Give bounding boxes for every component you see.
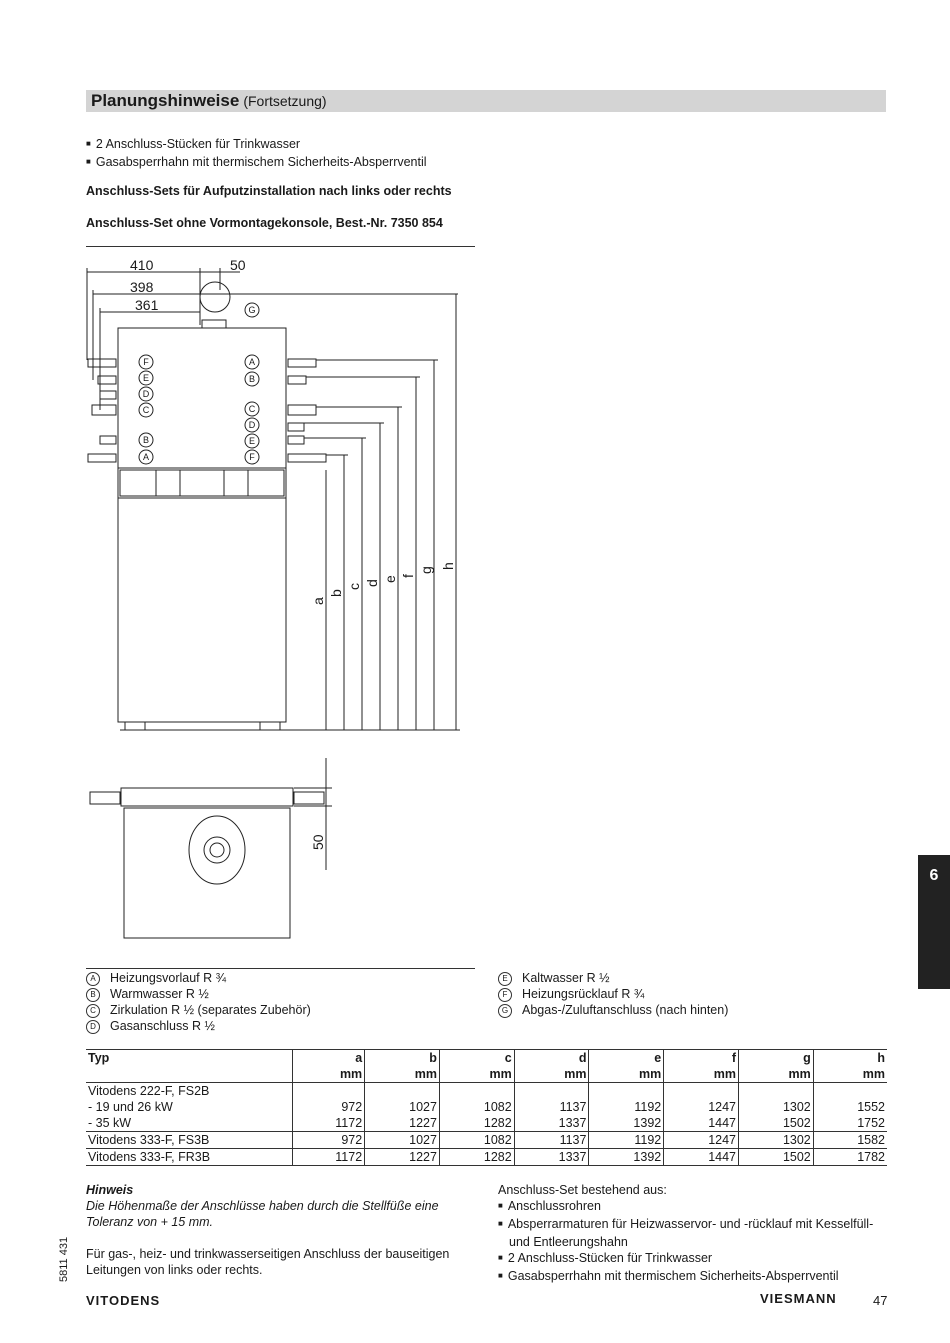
legend-divider-right (497, 968, 887, 969)
table-header: c (439, 1050, 514, 1067)
hinweis-title: Hinweis (86, 1183, 134, 1197)
table-header-row (86, 1050, 887, 1067)
dimensions-table (86, 1049, 887, 1166)
table-header: g (739, 1050, 814, 1067)
title-subtitle: (Fortsetzung) (243, 93, 327, 109)
table-header: e (589, 1050, 664, 1067)
left-connector-label: D (142, 389, 150, 399)
document-number: 5811 431 (58, 1236, 70, 1282)
legend-item-g: G Abgas-/Zuluftanschluss (nach hinten) (498, 1002, 728, 1018)
height-label-a: a (310, 597, 326, 605)
left-connector-label: F (143, 357, 149, 367)
set-contents-list (498, 1198, 888, 1286)
chapter-tab[interactable]: 6 (918, 855, 950, 989)
legend-right (498, 970, 728, 1018)
legend-item-a: A Heizungsvorlauf R ¾ (86, 970, 311, 986)
dim-label-410: 410 (130, 257, 154, 273)
table-header: d (514, 1050, 589, 1067)
section-heading: Anschluss-Sets für Aufputzinstallation nach links oder rechts (86, 184, 452, 198)
table-row: Vitodens 222-F, FS2B (86, 1083, 887, 1100)
list-item: ■ Gasabsperrhahn mit thermischem Sicherheits-Absperrventil (86, 154, 427, 172)
flue-pipe (200, 282, 230, 312)
list-item: ■ Anschlussrohren (509, 1198, 888, 1216)
right-connector-label: C (248, 404, 256, 414)
table-header: a (292, 1050, 365, 1067)
set-contents-intro: Anschluss-Set bestehend aus: (498, 1183, 667, 1197)
table-header: h (813, 1050, 887, 1067)
left-connector-label: A (142, 452, 150, 462)
right-connector-label: B (248, 374, 256, 384)
legend-item-d: D Gasanschluss R ½ (86, 1018, 311, 1034)
footer-brand: VITODENS (86, 1293, 161, 1308)
height-label-g: g (418, 566, 434, 574)
heading-divider (86, 246, 475, 247)
list-item: ■ 2 Anschluss-Stücken für Trinkwasser (509, 1250, 888, 1268)
table-units-row: mm mm mm mm mm mm mm mm (86, 1066, 887, 1083)
dim-label-50-side: 50 (310, 834, 326, 850)
list-item: ■ 2 Anschluss-Stücken für Trinkwasser (86, 136, 427, 154)
left-connector-label: C (142, 405, 150, 415)
left-connector-label: E (142, 373, 150, 383)
table-header: Typ (86, 1050, 292, 1067)
top-view-connection-rail (121, 788, 293, 806)
table-row: Vitodens 333-F, FS3B 972 1027 1082 1137 1192 1247 1302 1582 (88, 1133, 885, 1147)
right-connector-label: D (248, 420, 256, 430)
legend-item-c: C Zirkulation R ½ (separates Zubehör) (86, 1002, 311, 1018)
dim-label-398: 398 (130, 279, 154, 295)
height-label-d: d (364, 579, 380, 587)
left-connector-pipes (88, 359, 116, 462)
right-connector-label: E (248, 436, 256, 446)
height-label-b: b (328, 589, 344, 597)
height-label-h: h (440, 562, 456, 570)
legend-item-b: B Warmwasser R ½ (86, 986, 311, 1002)
table-row: Vitodens 333-F, FR3B 1172 1227 1282 1337 1392 1447 1502 1782 (88, 1150, 885, 1164)
flue-label: G (248, 305, 256, 315)
height-label-f: f (400, 574, 416, 578)
set-contents (498, 1182, 888, 1286)
top-view-flue (189, 816, 245, 884)
hinweis-text: Die Höhenmaße der Anschlüsse haben durch die Stellfüße eine Toleranz von + 15 mm. (86, 1199, 439, 1229)
hinweis-paragraph: Für gas-, heiz- und trinkwasserseitigen Anschluss der bauseitigen Leitungen von links oder rechts. (86, 1247, 450, 1277)
page-title (91, 90, 327, 112)
right-connector-pipes (288, 359, 326, 462)
table-header: b (365, 1050, 440, 1067)
hinweis-block (86, 1182, 476, 1278)
legend-item-e: E Kaltwasser R ½ (498, 970, 728, 986)
left-connector-label: B (142, 435, 150, 445)
technical-drawing (80, 250, 470, 966)
height-label-c: c (346, 583, 362, 590)
top-view-body (124, 808, 290, 938)
table-row: - 19 und 26 kW 972 1027 1082 1137 1192 1247 1302 1552 (88, 1100, 885, 1114)
dim-label-361: 361 (135, 297, 159, 313)
right-connector-label: F (249, 452, 255, 462)
title-main-text: Planungshinweise (91, 91, 240, 110)
list-item: ■ Absperrarmaturen für Heizwasservor- und -rücklauf mit Kesselfüll- und Entleerungshahn (509, 1216, 888, 1250)
right-connector-label: A (248, 357, 256, 367)
legend-divider-left (86, 968, 475, 969)
dim-label-50-top: 50 (230, 257, 246, 273)
intro-bullet-list (86, 136, 427, 172)
legend-item-f: F Heizungsrücklauf R ¾ (498, 986, 728, 1002)
page-number: 47 (873, 1293, 888, 1308)
subsection-heading: Anschluss-Set ohne Vormontagekonsole, Best.-Nr. 7350 854 (86, 216, 443, 230)
list-item: ■ Gasabsperrhahn mit thermischem Sicherheits-Absperrventil (509, 1268, 888, 1286)
legend-left (86, 970, 311, 1034)
viessmann-logo: VIESMANN (760, 1291, 837, 1306)
table-header: f (664, 1050, 739, 1067)
height-label-e: e (382, 575, 398, 583)
table-row: - 35 kW 1172 1227 1282 1337 1392 1447 1502 1752 (88, 1116, 885, 1130)
